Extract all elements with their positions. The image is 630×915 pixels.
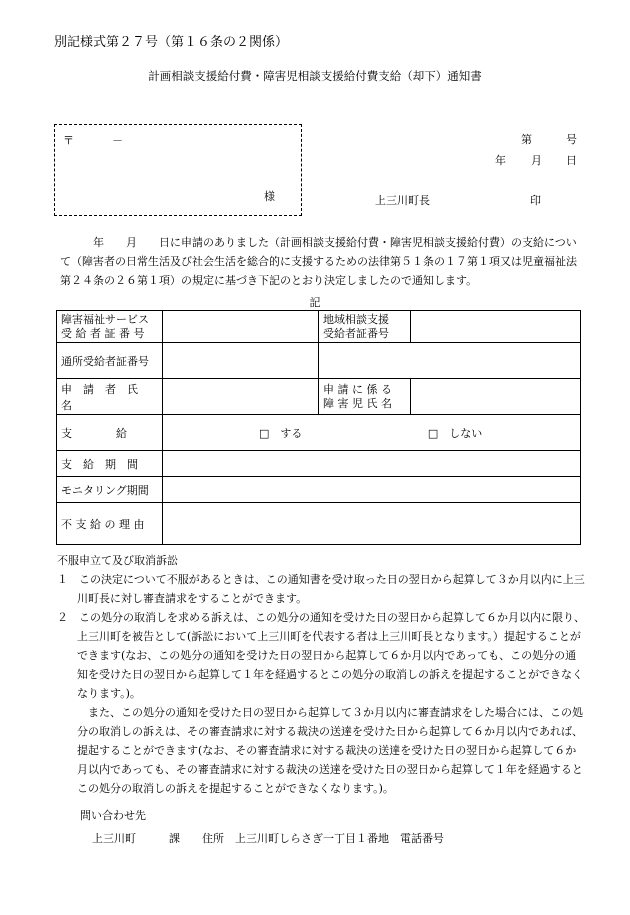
reason-label: 不 支 給 の 理 由 [57,503,163,545]
number-suffix: 号 [566,133,577,146]
notes [57,570,587,798]
option-no: □ しない [427,426,483,440]
issuer: 上三川町長 [375,194,430,207]
honorific: 様 [264,190,275,203]
child-name-label: 申 請 に 係 る 障 害 児 氏 名 [319,379,411,415]
number-prefix: 第 [521,133,532,146]
monitoring-label: モニタリング期間 [57,477,163,503]
period-label: 支 給 期 間 [57,451,163,477]
payment-options [163,415,581,451]
period-value [163,451,581,477]
note-2: ２ この処分の取消しを求める訴えは、この処分の通知を受けた日の翌日から起算して６か月以内に限り、上三川町を被告として(訴訟において上三川町を代表する者は上三川町長となります。）提起することができます(なお、この処分の通知を受けた日の翌日から起算して６か月以内であっても、この処分の通知を受けた日の翌日から起算して１年を経過するとこの処分の取消しの訴えを提起することができなくなります。)。 [57,611,585,700]
postal-dash: － [112,134,123,147]
applicant-name-value [163,379,319,415]
document-title: 計画相談支援給付費・障害児相談支援給付費支給（却下）通知書 [148,69,482,83]
day-cert-digits [163,343,319,379]
form-number: 別記様式第２７号（第１６条の２関係） [54,35,289,50]
community-cert-label: 地域相談支援 受給者証番号 [319,311,411,343]
monitoring-value [163,477,581,503]
body-paragraph: 年 月 日に申請のありました（計画相談支援給付費・障害児相談支援給付費）の支給について（障害者の日常生活及び社会生活を総合的に支援するための法律第５１条の１７第１項又は児童福祉法第２４条の２６第１項）の規定に基づき下記のとおり決定しましたので通知します。 [60,236,577,287]
child-name-value [411,379,581,415]
date-year: 年 [495,154,506,167]
community-cert-digits [411,311,581,343]
day-cert-label: 通所受給者証番号 [57,343,163,379]
notes-heading: 不服申立て及び取消訴訟 [57,554,178,567]
day-cert-blank [319,343,581,379]
applicant-name-label: 申 請 者 氏 名 [57,379,163,415]
contact-info: 上三川町 課 住所 上三川町しらさぎ一丁目１番地 電話番号 [92,832,444,845]
service-cert-digits [163,311,319,343]
reason-value [163,503,581,545]
ki-heading: 記 [309,296,321,309]
payment-label: 支 給 [57,415,163,451]
option-yes: □ する [259,426,303,440]
postal-mark: 〒 [63,134,74,147]
service-cert-label: 障害福祉サービス 受 給 者 証 番 号 [57,311,163,343]
note-3: また、この処分の通知を受けた日の翌日から起算して３か月以内に審査請求をした場合には、この処分の取消しの訴えは、その審査請求に対する裁決の送達を受けた日から起算して６か月以内であれば、提起することができます(なお、その審査請求に対する裁決の送達を受けた日の翌日から起算して６か月以内であっても、その審査請求に対する裁決の送達を受けた日の翌日から起算して１年を経過するとこの処分の取消しの訴えを提起することができなくなります。)。 [77,706,583,795]
date-day: 日 [566,154,577,167]
decision-table [56,310,581,545]
note-1: １ この決定について不服があるときは、この通知書を受け取った日の翌日から起算して３か月以内に上三川町長に対し審査請求をすることができます。 [57,573,585,605]
date-month: 月 [531,154,542,167]
contact-heading: 問い合わせ先 [80,809,146,822]
seal-mark: 印 [530,194,541,207]
